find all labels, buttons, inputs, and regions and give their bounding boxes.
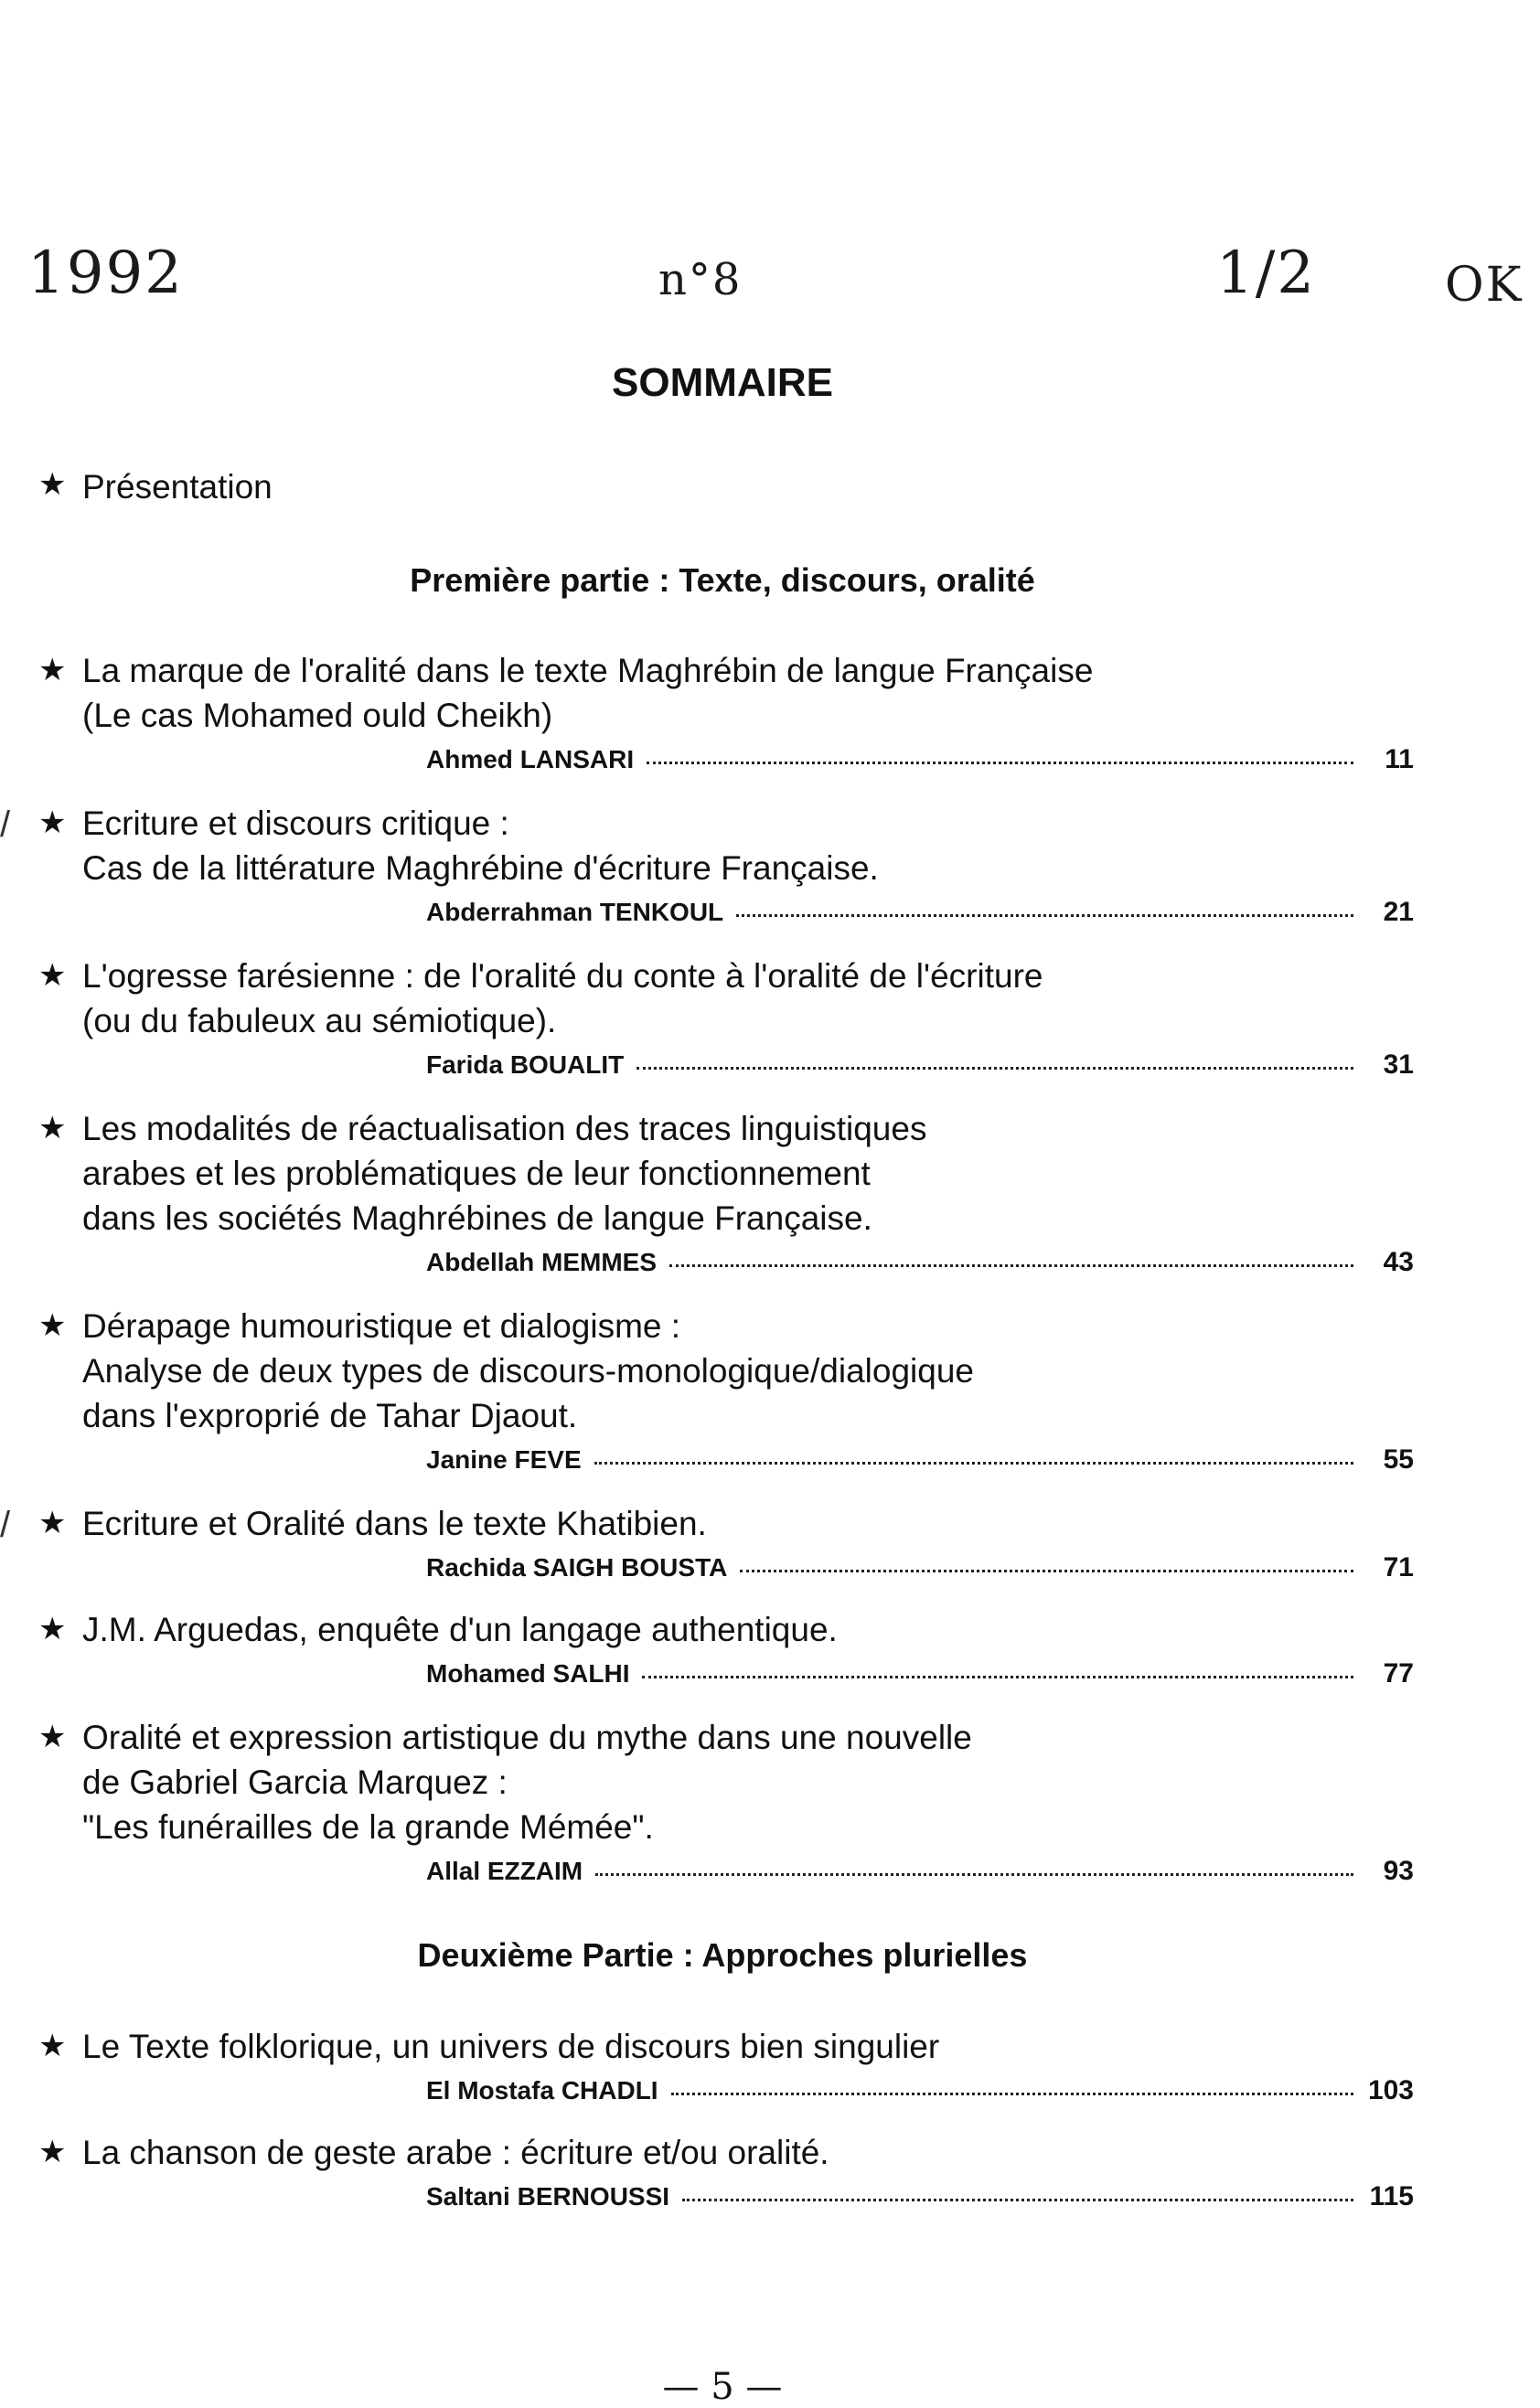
author-first-name: Ahmed: [426, 745, 513, 773]
page-number: 11: [1385, 744, 1414, 774]
page-number: 115: [1369, 2181, 1414, 2211]
page-number: 103: [1367, 2075, 1414, 2105]
entry-title-line: Dérapage humouristique et dialogisme :: [82, 1307, 681, 1345]
star-bullet-icon: ★: [38, 2029, 67, 2063]
entry-title-line: de Gabriel Garcia Marquez :: [82, 1763, 508, 1801]
author-first-name: Janine: [426, 1445, 508, 1474]
page-number: 71: [1383, 1552, 1414, 1582]
page-number: 93: [1383, 1856, 1414, 1886]
part1-heading: Première partie : Texte, discours, oralité: [410, 561, 1035, 599]
star-bullet-icon: ★: [38, 2135, 67, 2169]
entry-title-line: La marque de l'oralité dans le texte Maghrébin de langue Française: [82, 652, 1094, 689]
entry-title-line: Ecriture et discours critique :: [82, 804, 509, 842]
toc-author-row: [426, 1552, 1414, 1589]
star-bullet-icon: ★: [38, 1612, 67, 1646]
page-number: 43: [1383, 1247, 1414, 1277]
author-last-name: SALHI: [552, 1659, 630, 1688]
entry-title-line: L'ogresse farésienne : de l'oralité du conte à l'oralité de l'écriture: [82, 957, 1043, 995]
page-number: 21: [1383, 897, 1414, 927]
entry-title-line: Les modalités de réactualisation des traces linguistiques: [82, 1110, 927, 1147]
handwritten-fraction: 1/2: [1216, 240, 1316, 307]
author-first-name: Farida: [426, 1050, 504, 1079]
author-first-name: Allal: [426, 1857, 481, 1885]
toc-author-row: [426, 897, 1414, 933]
star-bullet-icon: ★: [38, 1308, 67, 1343]
presentation-entry: Présentation: [82, 468, 273, 506]
toc-author-row: [426, 1247, 1414, 1284]
author-first-name: Abderrahman: [426, 898, 594, 926]
margin-tick-mark: /: [0, 804, 11, 845]
handwritten-issue: n°8: [658, 254, 743, 305]
author-last-name: EZZAIM: [487, 1857, 583, 1885]
toc-author-row: [426, 1444, 1414, 1481]
star-bullet-icon: ★: [38, 1111, 67, 1145]
author-last-name: SAIGH BOUSTA: [532, 1553, 728, 1582]
dot-leader: [669, 1264, 1353, 1267]
entry-title-line: arabes et les problématiques de leur fonctionnement: [82, 1155, 871, 1192]
author-last-name: LANSARI: [519, 745, 635, 773]
author-first-name: Abdellah: [426, 1248, 535, 1276]
dot-leader: [671, 2093, 1353, 2095]
author-last-name: BOUALIT: [509, 1050, 625, 1079]
author-last-name: FEVE: [514, 1445, 582, 1474]
page-folio: — 5 —: [662, 2366, 783, 2408]
entry-title-line: dans l'exproprié de Tahar Djaout.: [82, 1397, 578, 1434]
page-number: 31: [1383, 1050, 1414, 1080]
entry-title-line: J.M. Arguedas, enquête d'un langage authentique.: [82, 1611, 838, 1648]
margin-tick-mark: /: [0, 1505, 11, 1545]
star-bullet-icon: ★: [38, 653, 67, 687]
author-last-name: CHADLI: [561, 2076, 658, 2104]
entry-title-line: (Le cas Mohamed ould Cheikh): [82, 697, 553, 734]
author-last-name: MEMMES: [541, 1248, 658, 1276]
author-first-name: Mohamed: [426, 1659, 546, 1688]
star-bullet-icon: ★: [38, 1720, 67, 1754]
toc-author-row: [426, 1658, 1414, 1695]
entry-title-line: Ecriture et Oralité dans le texte Khatibien.: [82, 1505, 707, 1542]
handwritten-check: OK: [1445, 258, 1524, 313]
entry-title-line: (ou du fabuleux au sémiotique).: [82, 1002, 557, 1039]
star-bullet-icon: ★: [38, 467, 67, 502]
author-last-name: BERNOUSSI: [517, 2182, 670, 2211]
dot-leader: [740, 1570, 1353, 1572]
entry-title-line: "Les funérailles de la grande Mémée".: [82, 1808, 654, 1846]
dot-leader: [595, 1873, 1353, 1876]
entry-title-line: La chanson de geste arabe : écriture et/ou oralité.: [82, 2134, 829, 2171]
part2-heading: Deuxième Partie : Approches plurielles: [417, 1936, 1028, 1974]
star-bullet-icon: ★: [38, 1506, 67, 1540]
star-bullet-icon: ★: [38, 958, 67, 993]
toc-author-row: [426, 1856, 1414, 1892]
author-first-name: El Mostafa: [426, 2076, 555, 2104]
entry-title-line: dans les sociétés Maghrébines de langue Française.: [82, 1199, 872, 1237]
entry-title-line: Le Texte folklorique, un univers de discours bien singulier: [82, 2028, 940, 2065]
dot-leader: [594, 1462, 1353, 1465]
author-first-name: Saltani: [426, 2182, 510, 2211]
toc-author-row: [426, 2075, 1414, 2112]
author-first-name: Rachida: [426, 1553, 526, 1582]
dot-leader: [636, 1067, 1353, 1070]
toc-author-row: [426, 744, 1414, 781]
page-title: SOMMAIRE: [612, 360, 833, 405]
handwritten-year: 1992: [27, 240, 184, 307]
star-bullet-icon: ★: [38, 805, 67, 840]
entry-title-line: Cas de la littérature Maghrébine d'écriture Française.: [82, 849, 879, 887]
entry-title-line: Oralité et expression artistique du mythe dans une nouvelle: [82, 1719, 972, 1756]
page-number: 55: [1383, 1444, 1414, 1475]
entry-title-line: Analyse de deux types de discours-monologique/dialogique: [82, 1352, 974, 1390]
dot-leader: [642, 1676, 1353, 1678]
dot-leader: [647, 762, 1353, 764]
dot-leader: [682, 2199, 1353, 2201]
dot-leader: [736, 914, 1353, 917]
page-number: 77: [1383, 1658, 1414, 1689]
author-last-name: TENKOUL: [599, 898, 724, 926]
toc-author-row: [426, 1050, 1414, 1086]
toc-author-row: [426, 2181, 1414, 2218]
